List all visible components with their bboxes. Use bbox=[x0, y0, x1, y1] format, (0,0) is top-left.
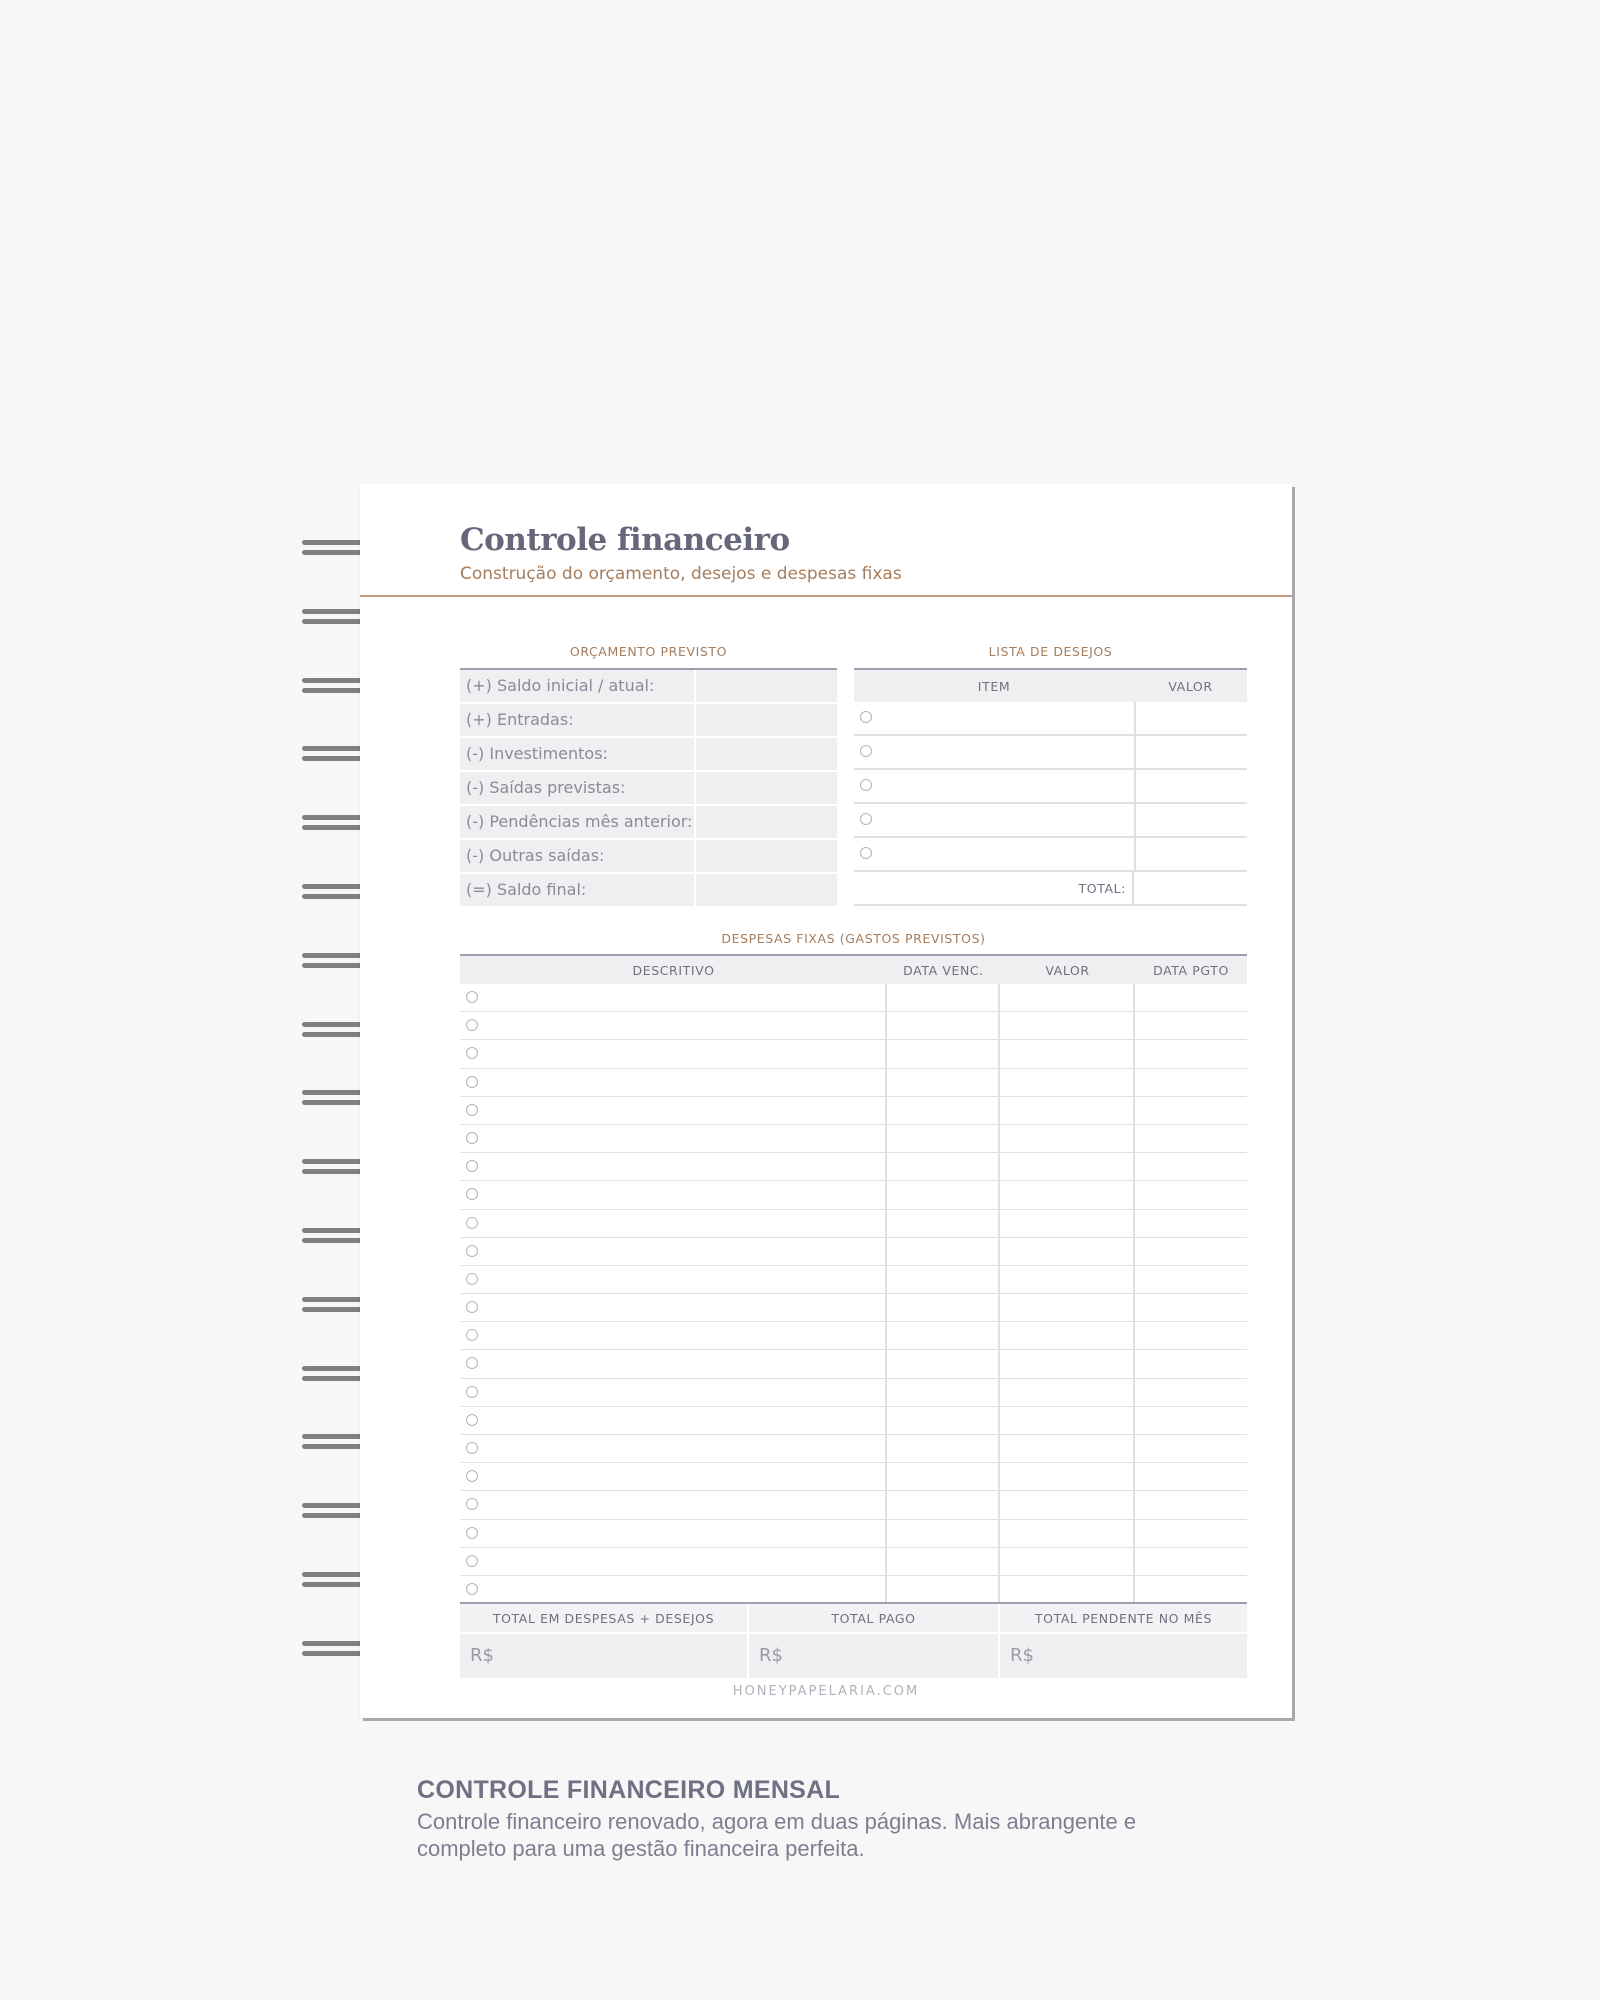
expense-desc-cell[interactable] bbox=[460, 1040, 887, 1067]
expense-value-cell[interactable] bbox=[1000, 1463, 1135, 1490]
budget-label: (+) Entradas: bbox=[460, 704, 696, 736]
expense-row bbox=[460, 984, 1247, 1012]
expense-due-cell[interactable] bbox=[887, 1407, 1000, 1434]
wishlist-total-row bbox=[854, 872, 1247, 906]
expense-row bbox=[460, 1350, 1247, 1378]
expense-paid-cell[interactable] bbox=[1135, 1153, 1247, 1180]
expense-paid-cell[interactable] bbox=[1135, 1238, 1247, 1265]
header-divider bbox=[360, 595, 1292, 597]
expense-row bbox=[460, 1153, 1247, 1181]
checkbox-circle-icon[interactable] bbox=[466, 1329, 478, 1341]
budget-row bbox=[460, 772, 837, 806]
budget-row bbox=[460, 670, 837, 704]
expense-value-cell[interactable] bbox=[1000, 1491, 1135, 1518]
expense-value-cell[interactable] bbox=[1000, 1520, 1135, 1547]
budget-row bbox=[460, 874, 837, 908]
budget-value-cell[interactable] bbox=[696, 840, 837, 872]
checkbox-circle-icon[interactable] bbox=[860, 711, 872, 723]
checkbox-circle-icon[interactable] bbox=[466, 1498, 478, 1510]
wishlist-item-cell[interactable] bbox=[854, 770, 1136, 802]
expense-desc-cell[interactable] bbox=[460, 1238, 887, 1265]
expense-paid-cell[interactable] bbox=[1135, 1520, 1247, 1547]
expense-row bbox=[460, 1069, 1247, 1097]
expense-value-cell[interactable] bbox=[1000, 1238, 1135, 1265]
checkbox-circle-icon[interactable] bbox=[466, 991, 478, 1003]
expense-row bbox=[460, 1463, 1247, 1491]
wishlist-row bbox=[854, 838, 1247, 872]
wishlist-item-cell[interactable] bbox=[854, 804, 1136, 836]
expense-value-cell[interactable] bbox=[1000, 1379, 1135, 1406]
expense-paid-cell[interactable] bbox=[1135, 1294, 1247, 1321]
budget-value-cell[interactable] bbox=[696, 738, 837, 770]
checkbox-circle-icon[interactable] bbox=[466, 1527, 478, 1539]
expense-value-cell[interactable] bbox=[1000, 1012, 1135, 1039]
expense-row bbox=[460, 1407, 1247, 1435]
expense-paid-cell[interactable] bbox=[1135, 1266, 1247, 1293]
checkbox-circle-icon[interactable] bbox=[860, 779, 872, 791]
wishlist-total-label: TOTAL: bbox=[854, 872, 1134, 904]
checkbox-circle-icon[interactable] bbox=[466, 1357, 478, 1369]
expense-row bbox=[460, 1435, 1247, 1463]
expense-value-cell[interactable] bbox=[1000, 1407, 1135, 1434]
expense-desc-cell[interactable] bbox=[460, 1322, 887, 1349]
expense-desc-cell[interactable] bbox=[460, 1435, 887, 1462]
checkbox-circle-icon[interactable] bbox=[466, 1386, 478, 1398]
expense-value-cell[interactable] bbox=[1000, 1435, 1135, 1462]
expense-due-cell[interactable] bbox=[887, 1294, 1000, 1321]
expense-desc-cell[interactable] bbox=[460, 1069, 887, 1096]
expense-desc-cell[interactable] bbox=[460, 1097, 887, 1124]
budget-row bbox=[460, 840, 837, 874]
expense-row bbox=[460, 1520, 1247, 1548]
expense-desc-cell[interactable] bbox=[460, 1153, 887, 1180]
expense-paid-cell[interactable] bbox=[1135, 1491, 1247, 1518]
footer-url: HONEYPAPELARIA.COM bbox=[732, 1684, 920, 1699]
budget-value-cell[interactable] bbox=[696, 772, 837, 804]
expense-due-cell[interactable] bbox=[887, 1576, 1000, 1603]
checkbox-circle-icon[interactable] bbox=[466, 1245, 478, 1257]
expenses-col-paid: DATA PGTO bbox=[1153, 963, 1229, 978]
expense-paid-cell[interactable] bbox=[1135, 1463, 1247, 1490]
expense-paid-cell[interactable] bbox=[1135, 1012, 1247, 1039]
planner-page bbox=[360, 484, 1292, 1718]
expense-row bbox=[460, 1238, 1247, 1266]
expense-due-cell[interactable] bbox=[887, 1463, 1000, 1490]
wishlist-col-value: VALOR bbox=[1168, 679, 1213, 694]
expense-row bbox=[460, 1548, 1247, 1576]
budget-label: (+) Saldo inicial / atual: bbox=[460, 670, 696, 702]
expenses-col-due: DATA VENC. bbox=[903, 963, 984, 978]
expense-paid-cell[interactable] bbox=[1135, 1548, 1247, 1575]
expense-value-cell[interactable] bbox=[1000, 1210, 1135, 1237]
checkbox-circle-icon[interactable] bbox=[466, 1442, 478, 1454]
expense-desc-cell[interactable] bbox=[460, 1407, 887, 1434]
expense-value-cell[interactable] bbox=[1000, 1350, 1135, 1377]
page-title: Controle financeiro bbox=[460, 522, 790, 558]
budget-label: (=) Saldo final: bbox=[460, 874, 696, 906]
expense-row bbox=[460, 1491, 1247, 1519]
expense-desc-cell[interactable] bbox=[460, 1576, 887, 1603]
expense-due-cell[interactable] bbox=[887, 1040, 1000, 1067]
expense-paid-cell[interactable] bbox=[1135, 1125, 1247, 1152]
expense-value-cell[interactable] bbox=[1000, 1548, 1135, 1575]
expense-due-cell[interactable] bbox=[887, 1210, 1000, 1237]
expense-value-cell[interactable] bbox=[1000, 1125, 1135, 1152]
total-pending-field[interactable]: R$ bbox=[1010, 1645, 1034, 1666]
expenses-table bbox=[460, 954, 1247, 1604]
expense-desc-cell[interactable] bbox=[460, 1012, 887, 1039]
expense-row bbox=[460, 1294, 1247, 1322]
expense-due-cell[interactable] bbox=[887, 1548, 1000, 1575]
checkbox-circle-icon[interactable] bbox=[466, 1217, 478, 1229]
caption-text: Controle financeiro renovado, agora em duas páginas. Mais abrangente e completo para uma gestão financeira perfeita. bbox=[417, 1809, 1137, 1861]
checkbox-circle-icon[interactable] bbox=[860, 847, 872, 859]
expense-paid-cell[interactable] bbox=[1135, 1181, 1247, 1208]
expense-paid-cell[interactable] bbox=[1135, 1350, 1247, 1377]
expense-desc-cell[interactable] bbox=[460, 1548, 887, 1575]
expense-row bbox=[460, 1322, 1247, 1350]
expense-paid-cell[interactable] bbox=[1135, 1576, 1247, 1603]
budget-heading: ORÇAMENTO PREVISTO bbox=[569, 644, 728, 659]
expense-due-cell[interactable] bbox=[887, 1238, 1000, 1265]
expense-due-cell[interactable] bbox=[887, 1153, 1000, 1180]
expense-desc-cell[interactable] bbox=[460, 1350, 887, 1377]
expense-row bbox=[460, 1012, 1247, 1040]
expenses-heading: DESPESAS FIXAS (GASTOS PREVISTOS) bbox=[721, 931, 986, 946]
expense-due-cell[interactable] bbox=[887, 1097, 1000, 1124]
budget-row bbox=[460, 806, 837, 840]
expense-row bbox=[460, 1097, 1247, 1125]
expense-desc-cell[interactable] bbox=[460, 984, 887, 1011]
wishlist-item-cell[interactable] bbox=[854, 702, 1136, 734]
expense-value-cell[interactable] bbox=[1000, 1322, 1135, 1349]
checkbox-circle-icon[interactable] bbox=[466, 1019, 478, 1031]
wishlist-row bbox=[854, 736, 1247, 770]
checkbox-circle-icon[interactable] bbox=[466, 1470, 478, 1482]
expenses-col-value: VALOR bbox=[1045, 963, 1090, 978]
expense-due-cell[interactable] bbox=[887, 1322, 1000, 1349]
expense-due-cell[interactable] bbox=[887, 1491, 1000, 1518]
expense-value-cell[interactable] bbox=[1000, 1069, 1135, 1096]
expense-row bbox=[460, 1125, 1247, 1153]
expense-value-cell[interactable] bbox=[1000, 1097, 1135, 1124]
expense-row bbox=[460, 1040, 1247, 1068]
checkbox-circle-icon[interactable] bbox=[466, 1555, 478, 1567]
budget-row bbox=[460, 738, 837, 772]
totals-values bbox=[460, 1632, 1247, 1678]
expense-value-cell[interactable] bbox=[1000, 1181, 1135, 1208]
wishlist-value-cell[interactable] bbox=[1136, 770, 1247, 802]
expense-due-cell[interactable] bbox=[887, 1181, 1000, 1208]
totals-table bbox=[460, 1602, 1247, 1678]
expense-row bbox=[460, 1576, 1247, 1604]
expense-due-cell[interactable] bbox=[887, 1435, 1000, 1462]
expense-value-cell[interactable] bbox=[1000, 1266, 1135, 1293]
wishlist-value-cell[interactable] bbox=[1136, 804, 1247, 836]
wishlist-value-cell[interactable] bbox=[1136, 838, 1247, 870]
expense-value-cell[interactable] bbox=[1000, 1040, 1135, 1067]
wishlist-row bbox=[854, 702, 1247, 736]
expenses-col-desc: DESCRITIVO bbox=[632, 963, 715, 978]
expense-desc-cell[interactable] bbox=[460, 1379, 887, 1406]
wishlist-col-item: ITEM bbox=[977, 679, 1011, 694]
expense-value-cell[interactable] bbox=[1000, 1576, 1135, 1603]
totals-col-expenses-wishes: TOTAL EM DESPESAS + DESEJOS bbox=[460, 1604, 749, 1632]
budget-value-cell[interactable] bbox=[696, 806, 837, 838]
expense-desc-cell[interactable] bbox=[460, 1181, 887, 1208]
expense-due-cell[interactable] bbox=[887, 1520, 1000, 1547]
caption-title: CONTROLE FINANCEIRO MENSAL bbox=[417, 1776, 841, 1804]
expense-desc-cell[interactable] bbox=[460, 1125, 887, 1152]
expense-row bbox=[460, 1210, 1247, 1238]
expense-paid-cell[interactable] bbox=[1135, 1435, 1247, 1462]
expense-desc-cell[interactable] bbox=[460, 1210, 887, 1237]
checkbox-circle-icon[interactable] bbox=[466, 1076, 478, 1088]
expense-value-cell[interactable] bbox=[1000, 1294, 1135, 1321]
budget-value-cell[interactable] bbox=[696, 670, 837, 702]
wishlist-heading: LISTA DE DESEJOS bbox=[988, 644, 1113, 659]
checkbox-circle-icon[interactable] bbox=[466, 1104, 478, 1116]
expense-row bbox=[460, 1181, 1247, 1209]
expense-row bbox=[460, 1379, 1247, 1407]
budget-row bbox=[460, 704, 837, 738]
checkbox-circle-icon[interactable] bbox=[466, 1160, 478, 1172]
checkbox-circle-icon[interactable] bbox=[466, 1414, 478, 1426]
budget-value-cell[interactable] bbox=[696, 874, 837, 906]
expense-paid-cell[interactable] bbox=[1135, 1040, 1247, 1067]
expense-desc-cell[interactable] bbox=[460, 1266, 887, 1293]
wishlist-table bbox=[854, 668, 1247, 906]
expense-due-cell[interactable] bbox=[887, 1350, 1000, 1377]
wishlist-total-cell[interactable] bbox=[1134, 872, 1247, 904]
totals-col-pending: TOTAL PENDENTE NO MÊS bbox=[1034, 1611, 1213, 1626]
budget-table bbox=[460, 668, 837, 908]
expense-paid-cell[interactable] bbox=[1135, 1407, 1247, 1434]
wishlist-value-cell[interactable] bbox=[1136, 736, 1247, 768]
checkbox-circle-icon[interactable] bbox=[466, 1583, 478, 1595]
budget-label: (-) Pendências mês anterior: bbox=[460, 806, 696, 838]
totals-col-paid: TOTAL PAGO bbox=[749, 1604, 1000, 1632]
checkbox-circle-icon[interactable] bbox=[860, 745, 872, 757]
expense-due-cell[interactable] bbox=[887, 984, 1000, 1011]
expense-due-cell[interactable] bbox=[887, 1069, 1000, 1096]
expense-due-cell[interactable] bbox=[887, 1012, 1000, 1039]
expense-due-cell[interactable] bbox=[887, 1125, 1000, 1152]
checkbox-circle-icon[interactable] bbox=[466, 1301, 478, 1313]
page-subtitle: Construção do orçamento, desejos e despesas fixas bbox=[460, 564, 902, 584]
wishlist-value-cell[interactable] bbox=[1136, 702, 1247, 734]
expense-paid-cell[interactable] bbox=[1135, 1210, 1247, 1237]
expense-row bbox=[460, 1266, 1247, 1294]
totals-header bbox=[460, 1604, 1247, 1632]
expense-desc-cell[interactable] bbox=[460, 1520, 887, 1547]
budget-label: (-) Investimentos: bbox=[460, 738, 696, 770]
expense-desc-cell[interactable] bbox=[460, 1463, 887, 1490]
checkbox-circle-icon[interactable] bbox=[466, 1132, 478, 1144]
wishlist-row bbox=[854, 804, 1247, 838]
budget-label: (-) Saídas previstas: bbox=[460, 772, 696, 804]
checkbox-circle-icon[interactable] bbox=[466, 1188, 478, 1200]
wishlist-row bbox=[854, 770, 1247, 804]
expense-desc-cell[interactable] bbox=[460, 1294, 887, 1321]
expense-desc-cell[interactable] bbox=[460, 1491, 887, 1518]
budget-value-cell[interactable] bbox=[696, 704, 837, 736]
expense-value-cell[interactable] bbox=[1000, 984, 1135, 1011]
expense-due-cell[interactable] bbox=[887, 1379, 1000, 1406]
expense-due-cell[interactable] bbox=[887, 1266, 1000, 1293]
expenses-header bbox=[460, 956, 1247, 984]
checkbox-circle-icon[interactable] bbox=[466, 1273, 478, 1285]
expense-value-cell[interactable] bbox=[1000, 1153, 1135, 1180]
wishlist-item-cell[interactable] bbox=[854, 838, 1136, 870]
wishlist-header bbox=[854, 670, 1247, 702]
expense-paid-cell[interactable] bbox=[1135, 984, 1247, 1011]
total-expenses-wishes-field[interactable]: R$ bbox=[460, 1634, 749, 1678]
expense-paid-cell[interactable] bbox=[1135, 1322, 1247, 1349]
wishlist-item-cell[interactable] bbox=[854, 736, 1136, 768]
checkbox-circle-icon[interactable] bbox=[466, 1047, 478, 1059]
budget-label: (-) Outras saídas: bbox=[460, 840, 696, 872]
expense-paid-cell[interactable] bbox=[1135, 1097, 1247, 1124]
expense-paid-cell[interactable] bbox=[1135, 1069, 1247, 1096]
expense-paid-cell[interactable] bbox=[1135, 1379, 1247, 1406]
checkbox-circle-icon[interactable] bbox=[860, 813, 872, 825]
total-paid-field[interactable]: R$ bbox=[749, 1634, 1000, 1678]
